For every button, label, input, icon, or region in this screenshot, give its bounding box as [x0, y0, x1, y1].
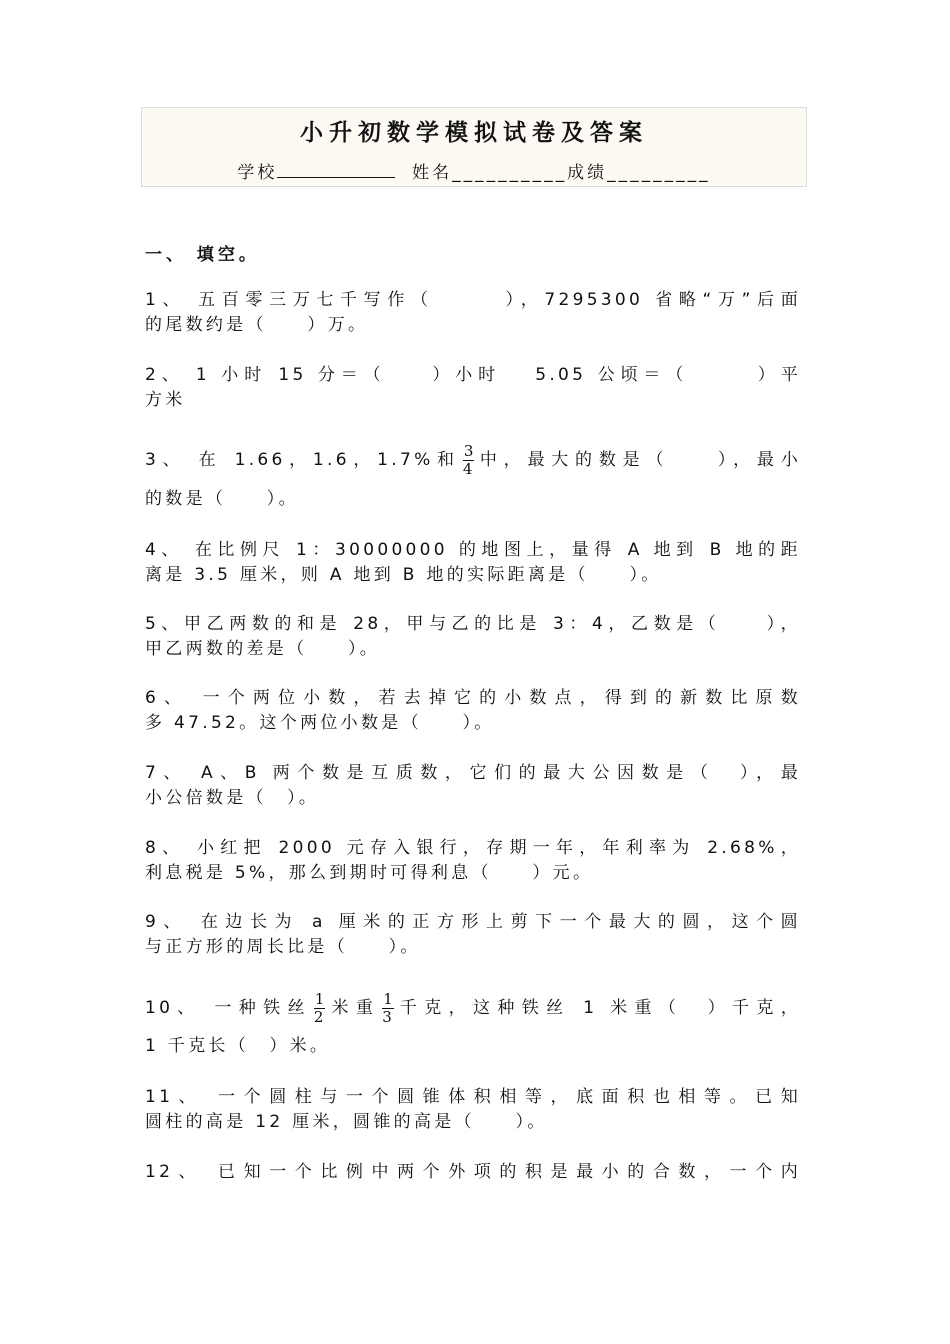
question-text: 小公倍数是（ ）。: [145, 788, 320, 808]
question-text: 5、甲乙两数的和是 28，甲与乙的比是 3：4，乙数是（ ），: [145, 614, 801, 634]
question-text: 10、 一种铁丝: [145, 998, 312, 1018]
question-text: 圆柱的高是 12 厘米，圆锥的高是（ ）。: [145, 1112, 548, 1132]
question-9: [145, 910, 801, 960]
question-text: 2、 1 小时 15 分＝（ ）小时 5.05 公顷＝（ ）平: [145, 365, 801, 385]
question-text: 11、 一个圆柱与一个圆锥体积相等，底面积也相等。已知: [145, 1087, 801, 1107]
question-text: 6、 一个两位小数，若去掉它的小数点，得到的新数比原数: [145, 688, 801, 708]
fraction-three-quarters: $\frac{3}{4}$: [462, 441, 474, 478]
school-blank: [277, 163, 395, 178]
question-10: [145, 988, 801, 1064]
question-6: [145, 686, 801, 736]
question-text: 中，最大的数是（ ），最小: [476, 450, 802, 470]
question-1: [145, 288, 801, 338]
question-5: [145, 612, 801, 662]
fraction-one-third: $\frac{1}{3}$: [382, 989, 393, 1026]
question-text: 8、 小红把 2000 元存入银行，存期一年，年利率为 2.68%，: [145, 838, 801, 858]
question-text: 与正方形的周长比是（ ）。: [145, 937, 421, 957]
question-text: 7、 A、B 两个数是互质数，它们的最大公因数是（ ），最: [145, 763, 801, 783]
question-text: 米重: [327, 998, 381, 1018]
question-4: [145, 538, 801, 588]
question-text: 的尾数约是（ ）万。: [145, 315, 369, 335]
question-text: 9、 在边长为 a 厘米的正方形上剪下一个最大的圆，这个圆: [145, 912, 801, 932]
question-3: [145, 440, 801, 518]
question-2: [145, 363, 801, 413]
question-text: 离是 3.5 厘米，则 A 地到 B 地的实际距离是（ ）。: [145, 565, 662, 585]
question-text: 利息税是 5%，那么到期时可得利息（ ）元。: [145, 863, 594, 883]
section-heading-fill-in: 一、 填空。: [145, 245, 260, 265]
question-text: 1 千克长（ ）米。: [145, 1036, 331, 1056]
page-title: 小升初数学模拟试卷及答案: [300, 120, 648, 146]
question-12: [145, 1160, 801, 1185]
question-text: 千克，这种铁丝 1 米重（ ）千克，: [395, 998, 802, 1018]
question-text: 3、 在 1.66，1.6，1.7%和: [145, 450, 461, 470]
question-7: [145, 761, 801, 811]
student-info-line: [142, 158, 806, 183]
header-box: [141, 107, 807, 187]
fraction-one-half: $\frac{1}{2}$: [313, 989, 325, 1026]
score-label: 成绩_________: [567, 163, 711, 183]
question-text: 12、 已知一个比例中两个外项的积是最小的合数，一个内: [145, 1162, 801, 1182]
question-text: 方米: [145, 390, 186, 410]
question-8: [145, 836, 801, 886]
school-label: 学校: [237, 163, 278, 183]
question-text: 的数是（ ）。: [145, 489, 299, 509]
question-text: 甲乙两数的差是（ ）。: [145, 639, 381, 659]
question-text: 1、 五百零三万七千写作（ ），7295300 省略“万”后面: [145, 290, 801, 310]
question-text: 多 47.52。这个两位小数是（ ）。: [145, 713, 495, 733]
question-11: [145, 1085, 801, 1135]
question-text: 4、 在比例尺 1：30000000 的地图上，量得 A 地到 B 地的距: [145, 540, 801, 560]
name-label: 姓名__________: [412, 163, 568, 183]
